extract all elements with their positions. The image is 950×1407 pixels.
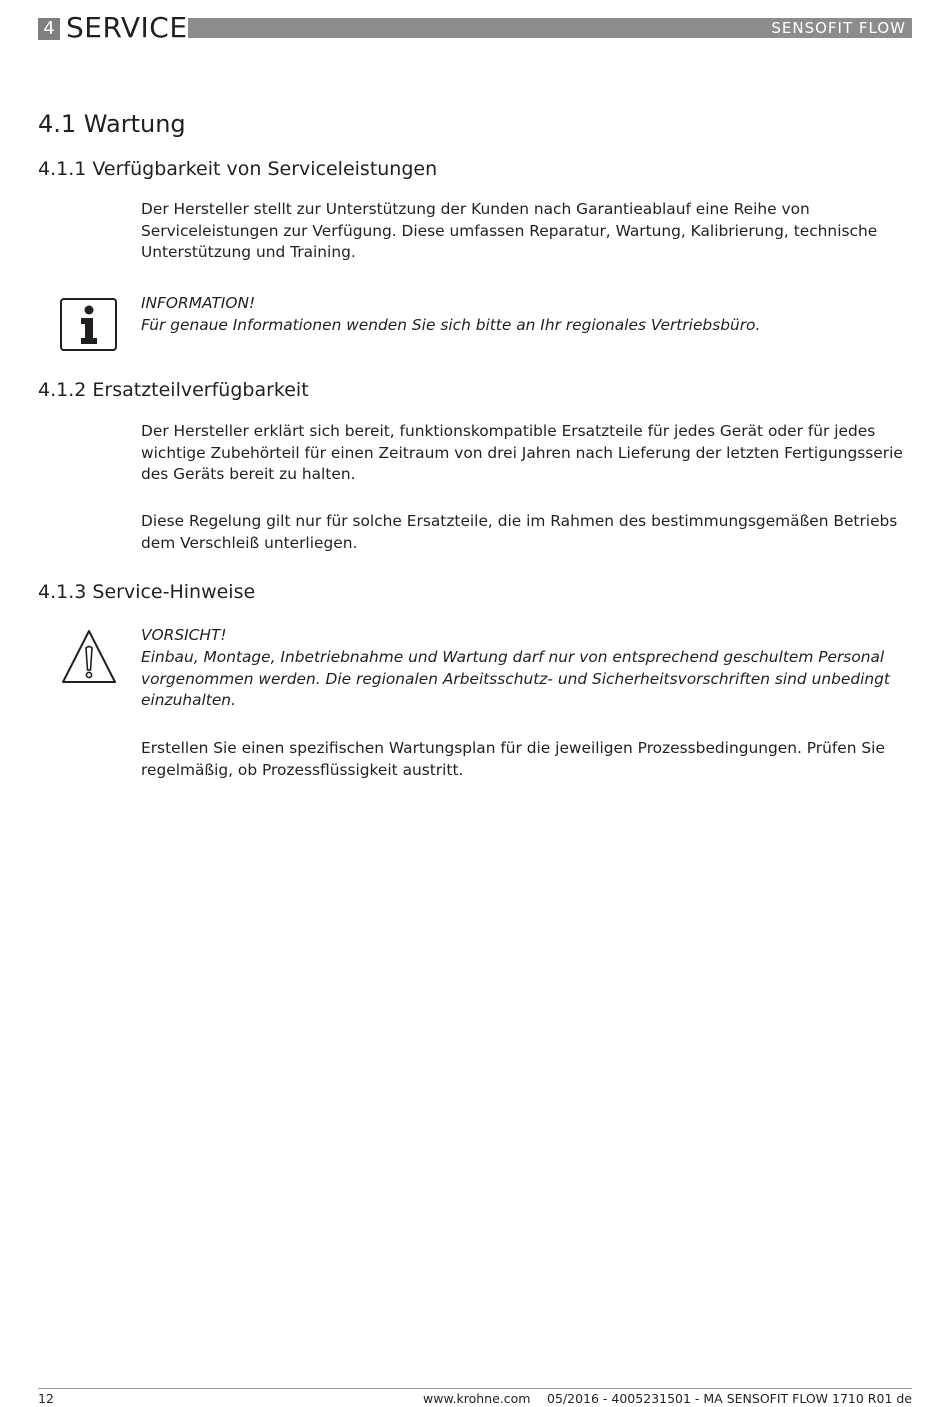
footer-divider [38,1388,912,1389]
chapter-number: 4 [38,18,60,40]
chapter-title: SERVICE [66,11,188,44]
product-name: SENSOFIT FLOW [771,19,906,37]
section-title-4-1-3: 4.1.3 Service-Hinweise [38,581,256,603]
warning-icon [60,628,118,684]
document-id: 05/2016 - 4005231501 - MA SENSOFIT FLOW 1710 R01 de [547,1391,912,1406]
info-text: Für genaue Informationen wenden Sie sich bitte an Ihr regionales Vertriebsbüro. [141,316,761,334]
section-4-1-1-text: Der Hersteller stellt zur Unterstützung der Kunden nach Garantieablauf eine Reihe von Serviceleistungen zur Verfügung. Diese umfassen Reparatur, Wartung, Kalibrierung, technische Unterstützung und Training. [141,200,878,261]
section-title-4-1: 4.1 Wartung [38,110,186,138]
information-icon [60,298,118,352]
section-title-4-1-1: 4.1.1 Verfügbarkeit von Serviceleistungen [38,158,438,180]
website-link[interactable]: www.krohne.com [423,1391,531,1406]
section-title-4-1-2: 4.1.2 Ersatzteilverfügbarkeit [38,379,309,401]
info-title: INFORMATION! [141,294,256,312]
caution-title: VORSICHT! [141,626,227,644]
page-header [38,11,912,44]
section-4-1-2-text-2: Diese Regelung gilt nur für solche Ersatzteile, die im Rahmen des bestimmungsgemäßen Betriebs dem Verschleiß unterliegen. [141,512,898,552]
section-4-1-3-text: Erstellen Sie einen spezifischen Wartungsplan für die jeweiligen Prozessbedingungen. Prüfen Sie regelmäßig, ob Prozessflüssigkeit austritt. [141,739,885,779]
caution-text: Einbau, Montage, Inbetriebnahme und Wartung darf nur von entsprechend geschultem Personal vorgenommen werden. Die regionalen Arbeitsschutz- und Sicherheitsvorschriften sind unbedingt einzuhalten. [141,648,890,709]
page-number: 12 [38,1391,54,1406]
header-bar [188,18,912,38]
section-4-1-2-text-1: Der Hersteller erklärt sich bereit, funktionskompatible Ersatzteile für jedes Gerät oder für jedes wichtige Zubehörteil für einen Zeitraum von drei Jahren nach Lieferung der letzten Fertigungsserie des Geräts bereit zu halten. [141,422,903,483]
